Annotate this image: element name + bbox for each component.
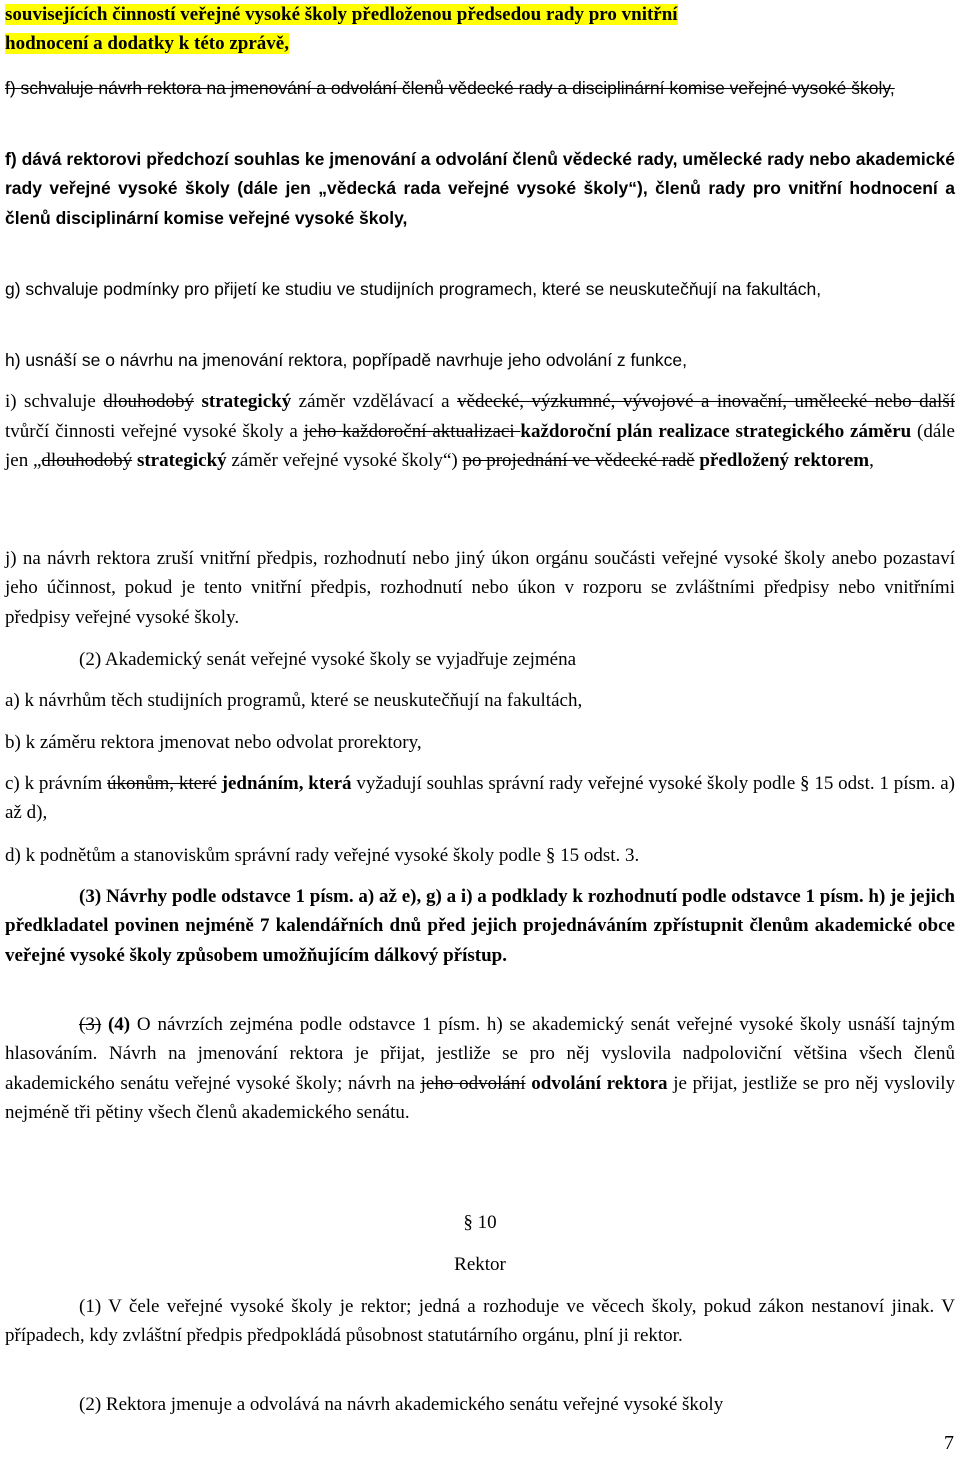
rector-paragraph-1: (1) V čele veřejné vysoké školy je rektor; jedná a rozhoduje ve věcech školy, pokud zákon nestanoví jinak. V případech, kdy zvláštní předpis předpokládá působnost statutárního orgánu, plní ji rektor.	[5, 1296, 955, 1347]
paragraph-4: (3) (4) O návrzích zejména podle odstavce 1 písm. h) se akademický senát veřejné vysoké školy usnáší tajným hlasováním. Návrh na jmenování rektora je přijat, jestliže se pro něj vyslovila nadpoloviční většina všech členů akademického senátu veřejné vysoké školy; návrh na jeho odvolání odvolání rektora je přijat, jestliže se pro něj vyslovily nejméně tři pětiny všech členů akademického senátu.	[5, 1014, 956, 1123]
page-number: 7	[944, 1432, 954, 1454]
item-i: i) schvaluje dlouhodobý strategický záměr vzdělávací a vědecké, výzkumné, vývojové a inovační, umělecké nebo další tvůrčí činnosti veřejné vysoké školy a jeho každoroční aktualizaci každoroční plán realizace strategického záměru (dále jen „dlouhodobý strategický záměr veřejné vysoké školy“) po projednání ve vědecké radě předložený rektorem,	[5, 391, 956, 471]
rector-paragraph-2: (2) Rektora jmenuje a odvolává na návrh akademického senátu veřejné vysoké školy	[79, 1394, 724, 1415]
item-2c: c) k právním úkonům, které jednáním, která vyžadují souhlas správní rady veřejné vysoké školy podle § 15 odst. 1 písm. a) až d),	[5, 773, 955, 824]
item-j: j) na návrh rektora zruší vnitřní předpis, rozhodnutí nebo jiný úkon orgánu součásti veřejné vysoké školy anebo pozastaví jeho účinnost, pokud je tento vnitřní předpis, rozhodnutí nebo úkon v rozporu se zvláštními předpisy nebo vnitřními předpisy veřejné vysoké školy.	[5, 548, 955, 628]
item-2b: b) k záměru rektora jmenovat nebo odvolat prorektory,	[5, 732, 422, 753]
item-2d: d) k podnětům a stanoviskům správní rady veřejné vysoké školy podle § 15 odst. 3.	[5, 845, 640, 866]
paragraph-2-intro: (2) Akademický senát veřejné vysoké školy se vyjadřuje zejména	[79, 649, 576, 670]
item-h: h) usnáší se o návrhu na jmenování rektora, popřípadě navrhuje jeho odvolání z funkce,	[5, 350, 687, 370]
item-f-new: f) dává rektorovi předchozí souhlas ke jmenování a odvolání členů vědecké rady, umělecké rady nebo akademické rady veřejné vysoké školy (dále jen „vědecká rada veřejné vysoké školy“), členů rady pro vnitřní hodnocení a členů disciplinární komise veřejné vysoké školy,	[5, 149, 955, 228]
section-number: § 10	[463, 1212, 497, 1233]
item-g: g) schvaluje podmínky pro přijetí ke studiu ve studijních programech, které se neuskutečňují na fakultách,	[5, 279, 822, 299]
highlighted-paragraph	[5, 0, 955, 59]
item-f-deleted: f) schvaluje návrh rektora na jmenování a odvolání členů vědecké rady a disciplinární komise veřejné vysoké školy,	[5, 78, 895, 98]
section-title: Rektor	[454, 1254, 506, 1275]
item-2a: a) k návrhům těch studijních programů, které se neuskutečňují na fakultách,	[5, 690, 583, 711]
highlight-line-1: souvisejících činností veřejné vysoké školy předloženou předsedou rady pro vnitřní	[5, 4, 678, 25]
paragraph-3: (3) Návrhy podle odstavce 1 písm. a) až e), g) a i) a podklady k rozhodnutí podle odstavce 1 písm. h) je jejich předkladatel povinen nejméně 7 kalendářních dnů před jejich projednáváním zpřístupnit členům akademické obce veřejné vysoké školy způsobem umožňujícím dálkový přístup.	[5, 886, 955, 966]
highlight-line-2: hodnocení a dodatky k této zprávě,	[5, 33, 289, 55]
